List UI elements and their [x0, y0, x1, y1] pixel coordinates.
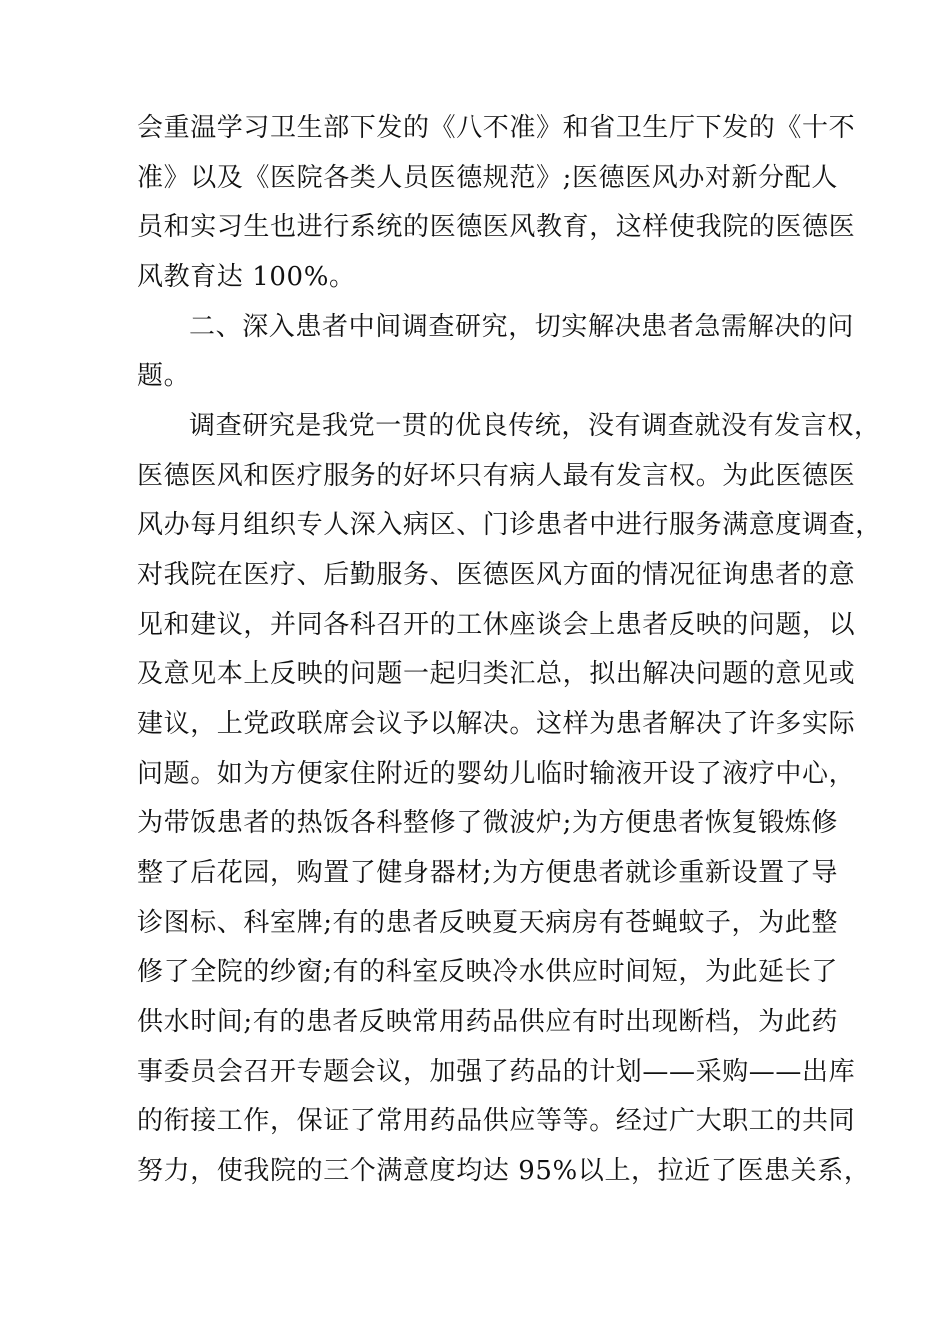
section-heading-line: 题。	[137, 361, 191, 391]
paragraph-line: 修了全院的纱窗;有的科室反映冷水供应时间短，为此延长了	[137, 957, 838, 987]
paragraph-line: 风教育达 100%。	[137, 262, 356, 292]
paragraph-line: 事委员会召开专题会议，加强了药品的计划——采购——出库	[137, 1057, 856, 1087]
paragraph-line: 调查研究是我党一贯的优良传统，没有调查就没有发言权，	[189, 411, 881, 441]
section-heading-line: 二、深入患者中间调查研究，切实解决患者急需解决的问	[189, 312, 855, 342]
paragraph-line: 为带饭患者的热饭各科整修了微波炉;为方便患者恢复锻炼修	[137, 808, 838, 838]
paragraph-line: 整了后花园，购置了健身器材;为方便患者就诊重新设置了导	[137, 858, 838, 888]
paragraph-line: 会重温学习卫生部下发的《八不准》和省卫生厅下发的《十不	[137, 113, 856, 143]
paragraph-line: 准》以及《医院各类人员医德规范》;医德医风办对新分配人	[137, 163, 838, 193]
paragraph-line: 建议，上党政联席会议予以解决。这样为患者解决了许多实际	[137, 709, 856, 739]
paragraph-line: 对我院在医疗、后勤服务、医德医风方面的情况征询患者的意	[137, 560, 856, 590]
paragraph-line: 的衔接工作，保证了常用药品供应等等。经过广大职工的共同	[137, 1106, 856, 1136]
paragraph-line: 努力，使我院的三个满意度均达 95%以上，拉近了医患关系，	[137, 1156, 871, 1186]
paragraph-line: 员和实习生也进行系统的医德医风教育，这样使我院的医德医	[137, 212, 856, 242]
paragraph-line: 供水时间;有的患者反映常用药品供应有时出现断档，为此药	[137, 1007, 838, 1037]
paragraph-line: 见和建议，并同各科召开的工休座谈会上患者反映的问题，以	[137, 610, 856, 640]
paragraph-line: 问题。如为方便家住附近的婴幼儿临时输液开设了液疗中心，	[137, 759, 856, 789]
paragraph-line: 医德医风和医疗服务的好坏只有病人最有发言权。为此医德医	[137, 461, 856, 491]
paragraph-line: 及意见本上反映的问题一起归类汇总，拟出解决问题的意见或	[137, 659, 856, 689]
paragraph-line: 诊图标、科室牌;有的患者反映夏天病房有苍蝇蚊子，为此整	[137, 908, 838, 938]
paragraph-line: 风办每月组织专人深入病区、门诊患者中进行服务满意度调查，	[137, 510, 882, 540]
